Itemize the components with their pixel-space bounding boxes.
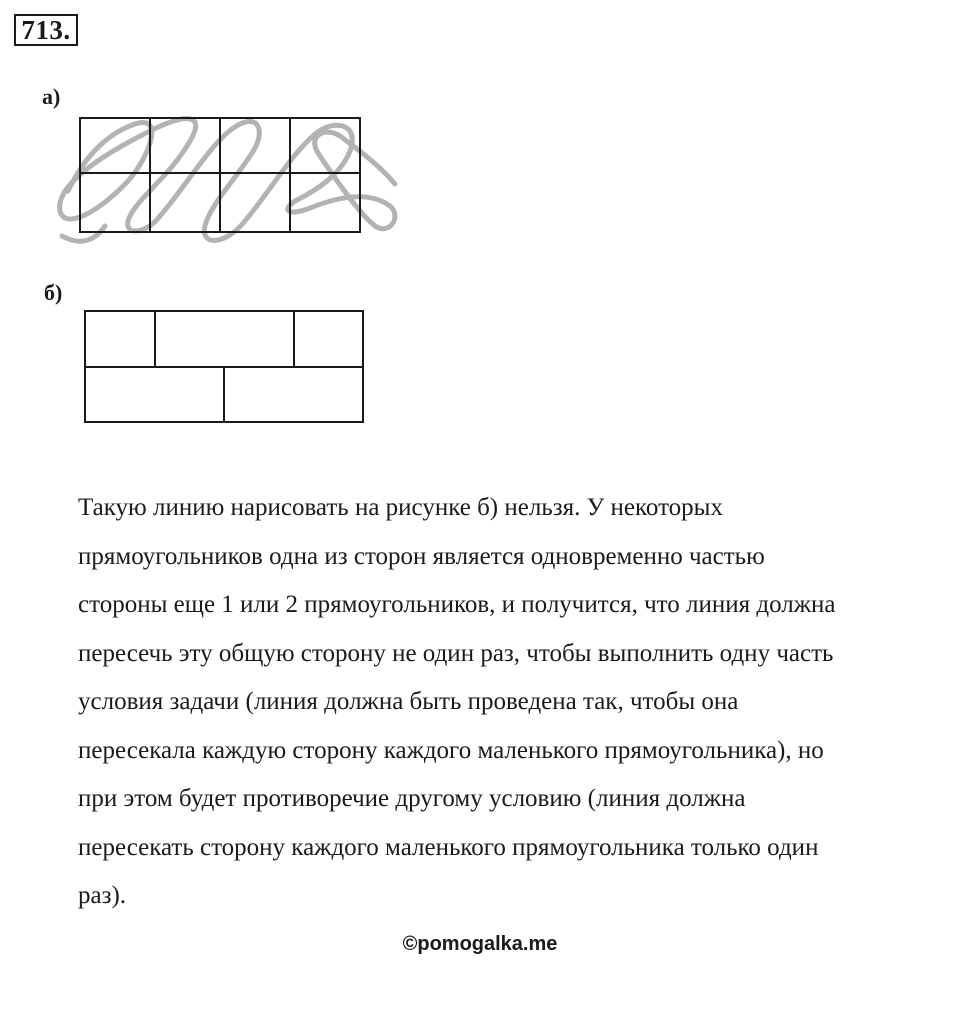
figure-b-label: б) — [44, 280, 63, 305]
problem-number: 713. — [14, 14, 78, 46]
answer-line: условия задачи (линия должна быть проведена так, чтобы она — [78, 688, 739, 715]
answer-line: Такую линию нарисовать на рисунке б) нельзя. У некоторых — [78, 494, 723, 521]
answer-line: пересечь эту общую сторону не один раз, чтобы выполнить одну часть — [78, 639, 834, 667]
figure-a-label: а) — [42, 84, 61, 109]
answer-line: пересекать сторону каждого маленького прямоугольника только один — [78, 833, 819, 861]
answer-line: раз). — [78, 882, 127, 909]
curve-line — [60, 119, 395, 242]
figure-b-rectangles — [80, 306, 370, 426]
answer-line: при этом будет противоречие другому условию (линия должна — [78, 785, 746, 812]
answer-line: пересекала каждую сторону каждого маленького прямоугольника), но — [78, 736, 824, 764]
answer-text — [78, 484, 938, 921]
answer-line: прямоугольников одна из сторон является одновременно частью — [78, 542, 765, 570]
answer-line: стороны еще 1 или 2 прямоугольников, и получится, что линия должна — [78, 591, 836, 618]
watermark: ©pomogalka.me — [402, 933, 558, 955]
figure-a-grid-with-curve — [40, 96, 370, 266]
